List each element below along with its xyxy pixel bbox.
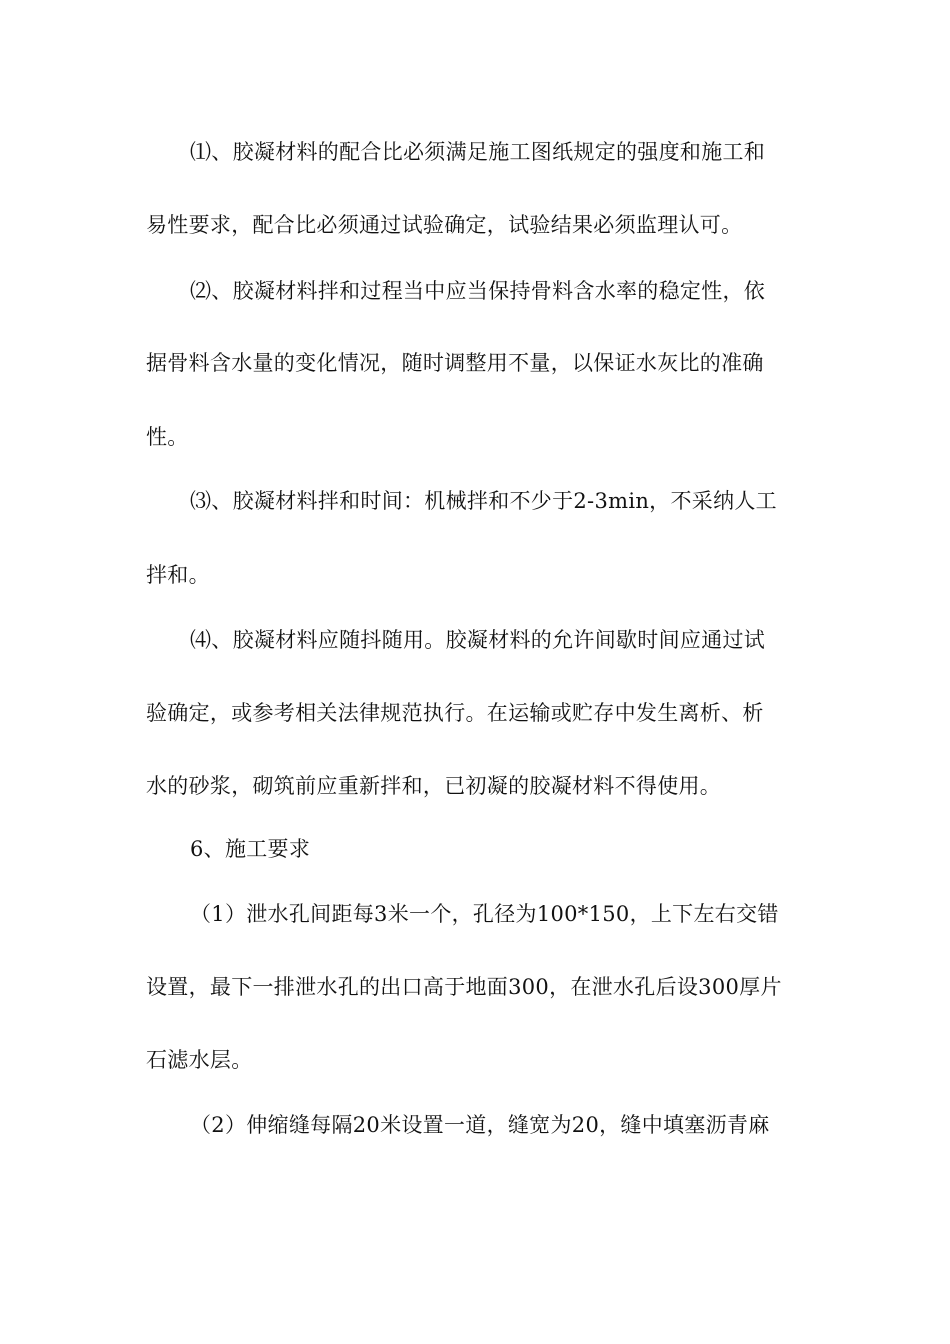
paragraph-1-line-1: ⑴、胶凝材料的配合比必须满足施工图纸规定的强度和施工和 (190, 140, 766, 164)
section-heading: 6、施工要求 (190, 837, 311, 861)
paragraph-2-line-1: ⑵、胶凝材料拌和过程当中应当保持骨料含水率的稳定性，依 (190, 279, 766, 303)
paragraph-4-line-1: ⑷、胶凝材料应随抖随用。胶凝材料的允许间歇时间应通过试 (190, 628, 766, 652)
paragraph-6-line-1: （1）泄水孔间距每3米一个，孔径为100*150，上下左右交错 (190, 902, 779, 926)
paragraph-4-line-3: 水的砂浆，砌筑前应重新拌和，已初凝的胶凝材料不得使用。 (146, 774, 722, 798)
paragraph-7-line-1: （2）伸缩缝每隔20米设置一道，缝宽为20，缝中填塞沥青麻 (190, 1113, 770, 1137)
paragraph-6-line-3: 石滤水层。 (146, 1048, 253, 1072)
paragraph-2-line-2: 据骨料含水量的变化情况，随时调整用不量，以保证水灰比的准确 (146, 351, 764, 375)
paragraph-6-line-2: 设置，最下一排泄水孔的出口高于地面300，在泄水孔后设300厚片 (146, 975, 782, 999)
paragraph-3-line-1: ⑶、胶凝材料拌和时间：机械拌和不少于2-3min，不采纳人工 (190, 489, 777, 513)
paragraph-4-line-2: 验确定，或参考相关法律规范执行。在运输或贮存中发生离析、析 (146, 701, 764, 725)
paragraph-3-line-2: 拌和。 (146, 563, 210, 587)
paragraph-2-line-3: 性。 (146, 425, 189, 449)
paragraph-1-line-2: 易性要求，配合比必须通过试验确定，试验结果必须监理认可。 (146, 213, 743, 237)
